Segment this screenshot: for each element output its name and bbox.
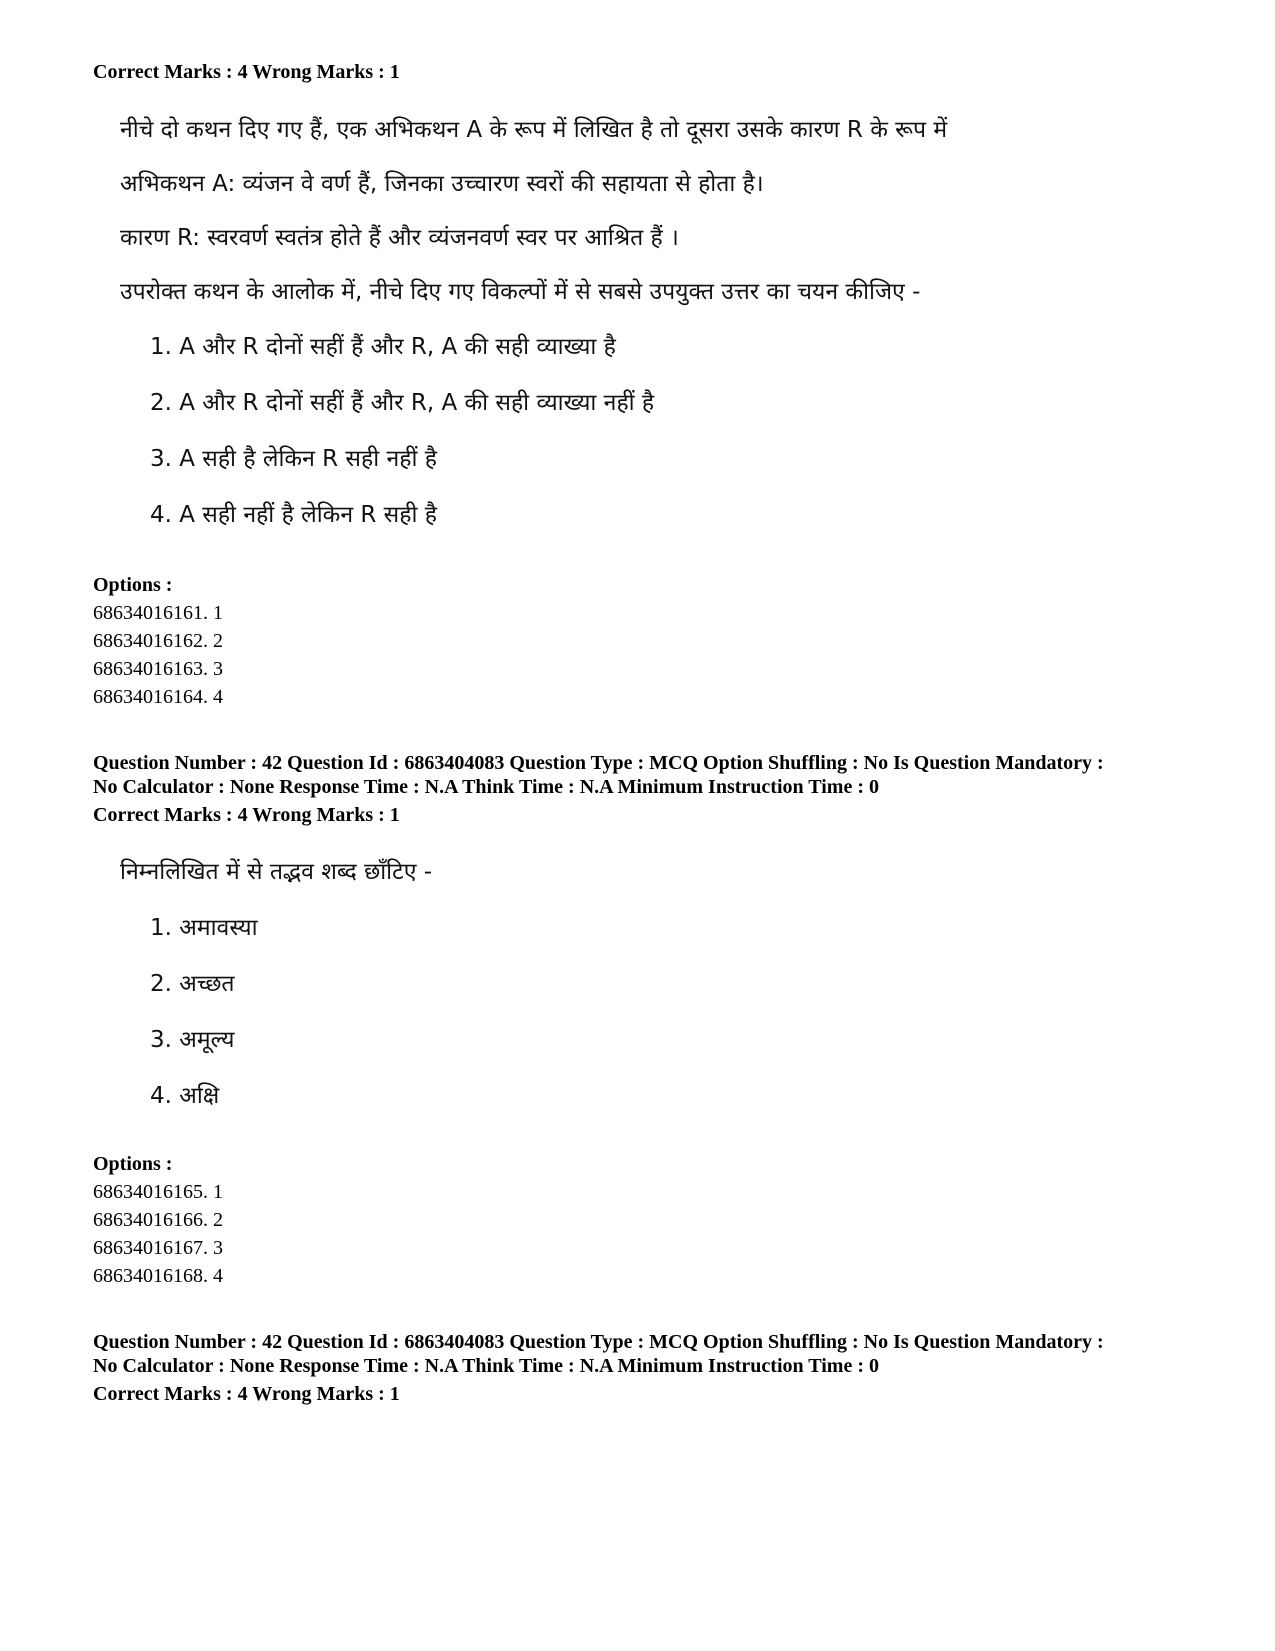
choice-item: 3. अमूल्य — [150, 1027, 235, 1053]
option-id: 68634016163. 3 — [93, 658, 223, 680]
option-id: 68634016164. 4 — [93, 686, 223, 708]
marks-line: Correct Marks : 4 Wrong Marks : 1 — [93, 804, 400, 826]
options-label: Options : — [93, 574, 173, 596]
choice-item: 3. A सही है लेकिन R सही नहीं है — [150, 446, 437, 472]
question-line: निम्नलिखित में से तद्भव शब्द छाँटिए - — [120, 859, 433, 885]
option-id: 68634016165. 1 — [93, 1181, 223, 1203]
choice-item: 1. A और R दोनों सहीं हैं और R, A की सही व्याख्या है — [150, 334, 616, 360]
question-header: Question Number : 42 Question Id : 6863404083 Question Type : MCQ Option Shuffling : No Is Question Mandatory : — [93, 1331, 1104, 1353]
question-header: No Calculator : None Response Time : N.A Think Time : N.A Minimum Instruction Time : 0 — [93, 776, 879, 798]
option-id: 68634016168. 4 — [93, 1265, 223, 1287]
option-id: 68634016161. 1 — [93, 602, 223, 624]
question-line: कारण R: स्वरवर्ण स्वतंत्र होते हैं और व्यंजनवर्ण स्वर पर आश्रित हैं । — [120, 225, 679, 251]
question-header: No Calculator : None Response Time : N.A Think Time : N.A Minimum Instruction Time : 0 — [93, 1355, 879, 1377]
choice-item: 1. अमावस्या — [150, 915, 258, 941]
options-label: Options : — [93, 1153, 173, 1175]
choice-item: 2. अच्छत — [150, 971, 235, 997]
option-id: 68634016162. 2 — [93, 630, 223, 652]
marks-line: Correct Marks : 4 Wrong Marks : 1 — [93, 1383, 400, 1405]
choice-item: 4. A सही नहीं है लेकिन R सही है — [150, 502, 437, 528]
choice-item: 4. अक्षि — [150, 1083, 220, 1109]
choice-item: 2. A और R दोनों सहीं हैं और R, A की सही व्याख्या नहीं है — [150, 390, 655, 416]
option-id: 68634016167. 3 — [93, 1237, 223, 1259]
question-line: नीचे दो कथन दिए गए हैं, एक अभिकथन A के रूप में लिखित है तो दूसरा उसके कारण R के रूप में — [120, 117, 948, 143]
question-line: अभिकथन A: व्यंजन वे वर्ण हैं, जिनका उच्चारण स्वरों की सहायता से होता है। — [120, 171, 764, 197]
marks-line: Correct Marks : 4 Wrong Marks : 1 — [93, 61, 400, 83]
question-line: उपरोक्त कथन के आलोक में, नीचे दिए गए विकल्पों में से सबसे उपयुक्त उत्तर का चयन कीजिए - — [120, 279, 921, 305]
question-header: Question Number : 42 Question Id : 6863404083 Question Type : MCQ Option Shuffling : No Is Question Mandatory : — [93, 752, 1104, 774]
option-id: 68634016166. 2 — [93, 1209, 223, 1231]
